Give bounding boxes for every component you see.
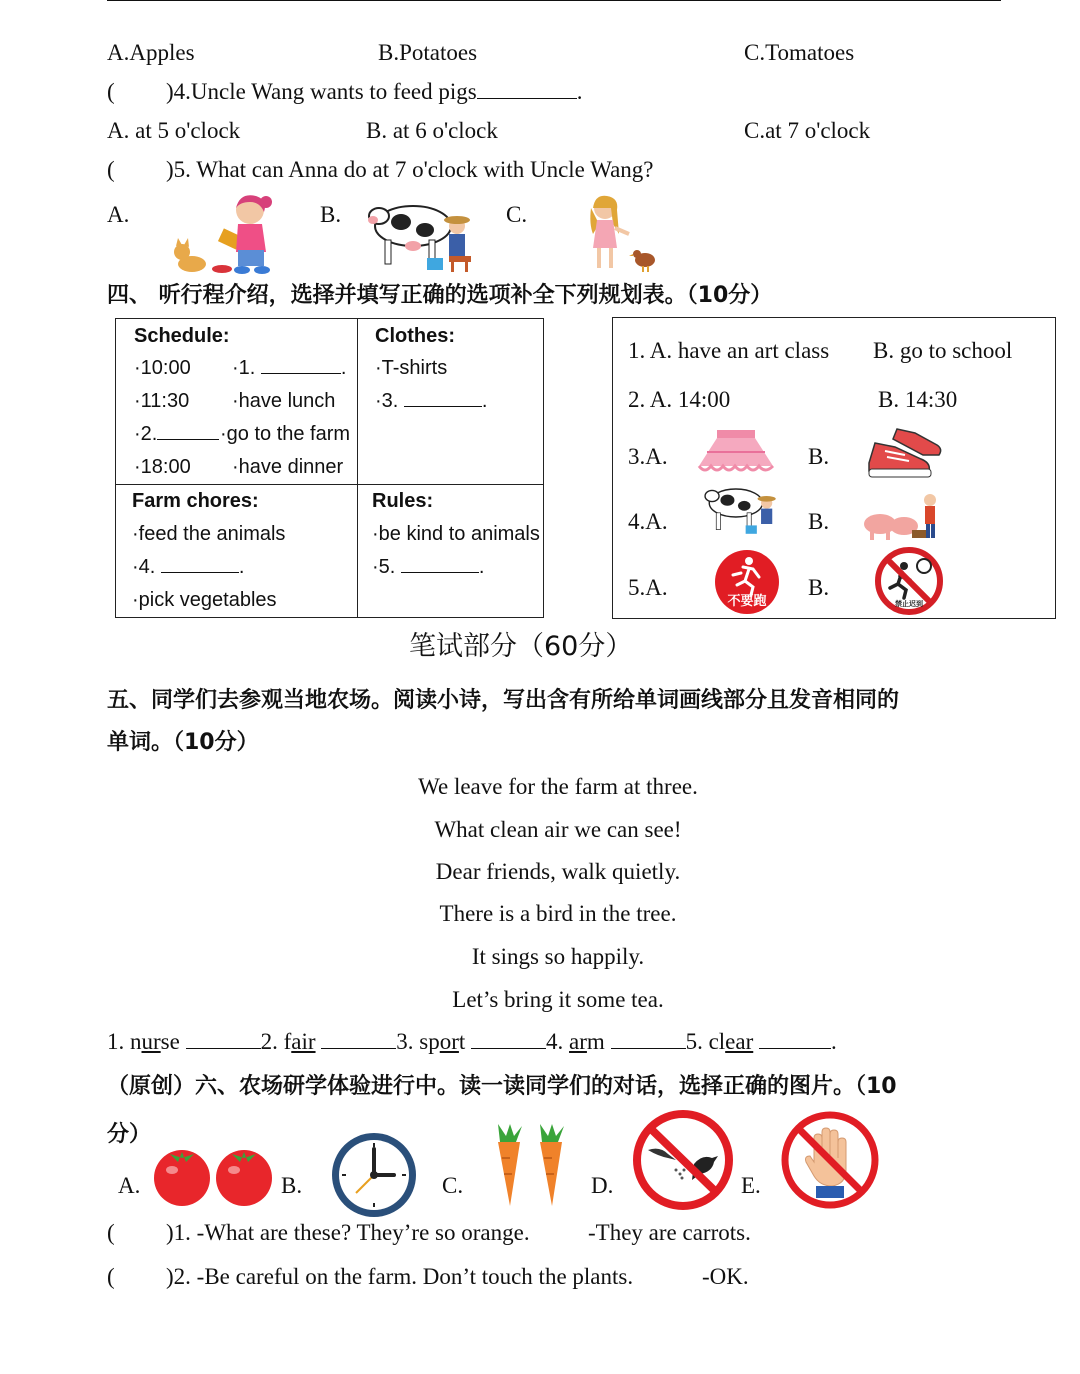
schedule-time-2: ·11:30 (134, 390, 190, 412)
schedule-time-1: ·10:00 (134, 357, 191, 379)
farm-chores-item-1: ·feed the animals (132, 523, 286, 545)
dialogue-1-question: )1. -What are these? They’re so orange. (166, 1220, 530, 1245)
section4-title: 四、 听行程介绍，选择并填写正确的选项补全下列规划表。（10分） (107, 283, 773, 308)
dialogue-2-question: )2. -Be careful on the farm. Don’t touch the plants. (166, 1264, 634, 1289)
schedule-item-4: ·have dinner (232, 456, 344, 478)
options-r4-a: 4.A. (628, 509, 668, 534)
word-2: 2. fair (261, 1029, 397, 1054)
dialogue-1-paren: ( (107, 1220, 115, 1245)
options-r1-b: B. go to school (873, 338, 1013, 363)
farm-chores-header: Farm chores: (132, 490, 259, 512)
options-r2-b: B. 14:30 (878, 387, 958, 412)
poem-line-4: There is a bird in the tree. (439, 901, 677, 926)
no-late-label: 禁止迟到 (895, 600, 923, 608)
q4-option-b: B. at 6 o'clock (366, 118, 498, 143)
q4-question: )4.Uncle Wang wants to feed pigs . (166, 79, 583, 104)
girl-feeding-cat-icon (170, 192, 280, 276)
word-4: 4. arm (546, 1029, 686, 1054)
q3-option-c: C.Tomatoes (744, 40, 855, 65)
options-r5-a: 5.A. (628, 575, 668, 600)
milking-cow-small-icon (700, 482, 785, 538)
poem-line-2: What clean air we can see! (434, 817, 682, 842)
carrots-icon (480, 1122, 580, 1208)
rules-item-2: ·5. . (372, 551, 484, 584)
no-running-sign-icon (713, 549, 781, 615)
word-1: 1. nurse (107, 1029, 261, 1054)
q5-option-c: C. (506, 202, 528, 227)
section6-title-line1: （原创）六、农场研学体验进行中。读一读同学们的对话，选择正确的图片。（10 (107, 1074, 897, 1099)
schedule-time-3: ·2. (134, 418, 219, 451)
poem-line-5: It sings so happily. (471, 944, 645, 969)
rules-item-1: ·be kind to animals (372, 523, 540, 545)
schedule-item-3: ·go to the farm (220, 423, 351, 445)
options-r5-b: B. (808, 575, 830, 600)
dialogue-2-paren: ( (107, 1264, 115, 1289)
section6-option-c: C. (442, 1173, 464, 1198)
q3-option-b: B.Potatoes (378, 40, 478, 65)
options-r2-a: 2. A. 14:00 (628, 387, 731, 412)
options-r4-b: B. (808, 509, 830, 534)
q4-option-c: C.at 7 o'clock (744, 118, 871, 143)
written-part-title: 笔试部分（60分） (409, 631, 633, 662)
dialogue-1-answer: -They are carrots. (588, 1220, 751, 1245)
schedule-item-1: ·1. . (232, 352, 346, 385)
schedule-cell (134, 320, 359, 353)
tomatoes-icon (152, 1146, 274, 1206)
girl-feeding-chicken-icon (585, 194, 660, 274)
options-r3-a: 3.A. (628, 444, 668, 469)
sneakers-icon (865, 425, 943, 485)
section6-title-line2: 分） (107, 1122, 152, 1147)
farm-chores-item-3: ·pick vegetables (132, 589, 277, 611)
word-list: 1. nurse 2. fair 3. sport 4. arm 5. clear . (107, 1029, 837, 1054)
q4-paren: ( (107, 79, 115, 104)
top-rule (107, 0, 1001, 1)
schedule-item-2: ·have lunch (232, 390, 336, 412)
word-5: 5. clear (686, 1029, 831, 1054)
no-late-sign-icon (874, 546, 944, 616)
q5-question: )5. What can Anna do at 7 o'clock with Uncle Wang? (166, 157, 654, 182)
dialogue-2-answer: -OK. (702, 1264, 749, 1289)
rules-header: Rules: (372, 490, 434, 512)
poem-line-6: Let’s bring it some tea. (452, 987, 664, 1012)
poem-line-1: We leave for the farm at three. (418, 774, 698, 799)
section5-title-line1: 五、同学们去参观当地农场。阅读小诗，写出含有所给单词画线部分且发音相同的 (107, 688, 900, 713)
section6-option-d: D. (591, 1173, 614, 1198)
section6-option-a: A. (118, 1173, 141, 1198)
no-touching-sign-icon (780, 1110, 880, 1210)
skirt-icon (695, 428, 777, 474)
poem-line-3: Dear friends, walk quietly. (435, 859, 681, 884)
q3-option-a: A.Apples (107, 40, 195, 65)
schedule-time-4: ·18:00 (134, 456, 191, 478)
options-r1-a: 1. A. have an art class (628, 338, 830, 363)
schedule-header: Schedule: (134, 325, 230, 347)
clothes-item-1: ·T-shirts (375, 357, 448, 379)
q5-paren: ( (107, 157, 115, 182)
q5-option-b: B. (320, 202, 342, 227)
q4-option-a: A. at 5 o'clock (107, 118, 241, 143)
section6-option-b: B. (281, 1173, 303, 1198)
options-r3-b: B. (808, 444, 830, 469)
section6-option-e: E. (741, 1173, 761, 1198)
word-3: 3. sport (396, 1029, 546, 1054)
clock-icon (330, 1131, 418, 1219)
clothes-item-2: ·3. . (375, 385, 487, 418)
q5-option-a: A. (107, 202, 130, 227)
no-running-label: 不要跑 (727, 594, 767, 609)
man-milking-cow-icon (365, 196, 480, 276)
feeding-pigs-icon (862, 492, 942, 542)
no-feeding-birds-sign-icon (630, 1110, 736, 1210)
clothes-header: Clothes: (375, 325, 455, 347)
section5-title-line2: 单词。（10分） (107, 730, 259, 755)
farm-chores-item-2: ·4. . (132, 551, 244, 584)
